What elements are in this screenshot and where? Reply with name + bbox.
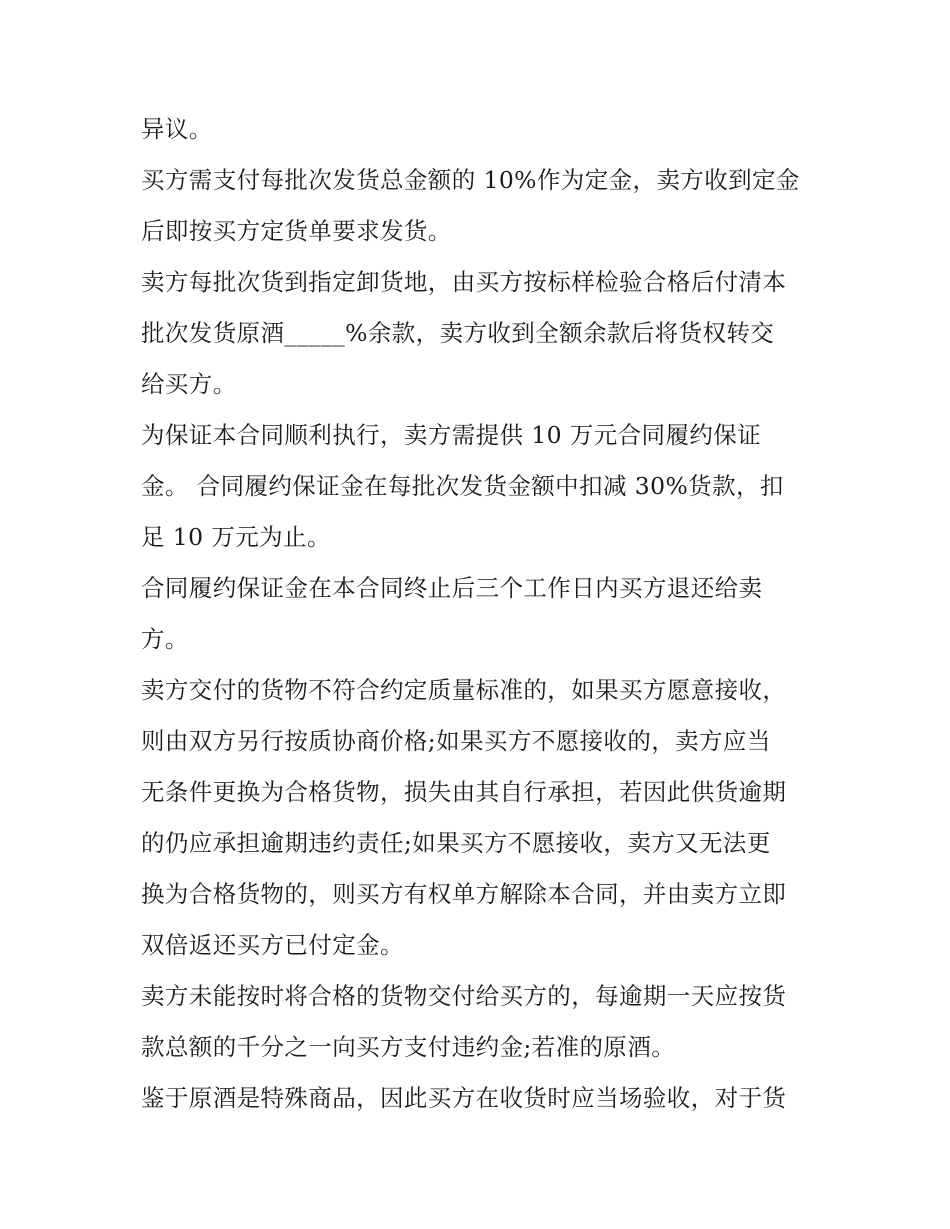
text-line: 买方需支付每批次发货总金额的 10%作为定金，卖方收到定金	[141, 166, 800, 194]
paragraph-performance-bond	[141, 410, 821, 563]
text-line: 则由双方另行按质协商价格;如果买方不愿接收的，卖方应当	[141, 727, 771, 755]
text-line: 金。 合同履约保证金在每批次发货金额中扣减 30%货款，扣	[141, 472, 784, 500]
text-line: 无条件更换为合格货物，损失由其自行承担，若因此供货逾期	[141, 778, 787, 806]
text-line: 款总额的千分之一向买方支付违约金;若准的原酒。	[141, 1033, 676, 1061]
document-body	[141, 104, 821, 1124]
text-line: 的仍应承担逾期违约责任;如果买方不愿接收，卖方又无法更	[141, 829, 771, 857]
text-line: 卖方未能按时将合格的货物交付给买方的，每逾期一天应按货	[141, 982, 787, 1010]
text-line: 后即按买方定货单要求发货。	[141, 217, 452, 245]
text-line: 批次发货原酒_____%余款，卖方收到全额余款后将货权转交	[141, 319, 775, 347]
text-line: 异议。	[141, 115, 213, 143]
text-line: 双倍返还买方已付定金。	[141, 931, 404, 959]
text-line: 换为合格货物的，则买方有权单方解除本合同，并由卖方立即	[141, 880, 787, 908]
text-line: 卖方交付的货物不符合约定质量标准的，如果买方愿意接收，	[141, 676, 787, 704]
text-line: 给买方。	[141, 370, 237, 398]
text-line: 方。	[141, 625, 189, 653]
text-line: 足 10 万元为止。	[141, 523, 331, 551]
text-line: 合同履约保证金在本合同终止后三个工作日内买方退还给卖	[141, 574, 763, 602]
text-line: 鉴于原酒是特殊商品，因此买方在收货时应当场验收，对于货	[141, 1084, 787, 1112]
paragraph-quality-nonconformity	[141, 665, 821, 971]
text-line: 为保证本合同顺利执行，卖方需提供 10 万元合同履约保证	[141, 421, 762, 449]
paragraph-inspection	[141, 1073, 821, 1124]
paragraph-bond-refund	[141, 563, 821, 665]
text-line: 卖方每批次货到指定卸货地，由买方按标样检验合格后付清本	[141, 268, 787, 296]
paragraph-objection-end	[141, 104, 821, 155]
paragraph-deposit	[141, 155, 821, 257]
paragraph-balance-payment	[141, 257, 821, 410]
paragraph-late-delivery	[141, 971, 821, 1073]
